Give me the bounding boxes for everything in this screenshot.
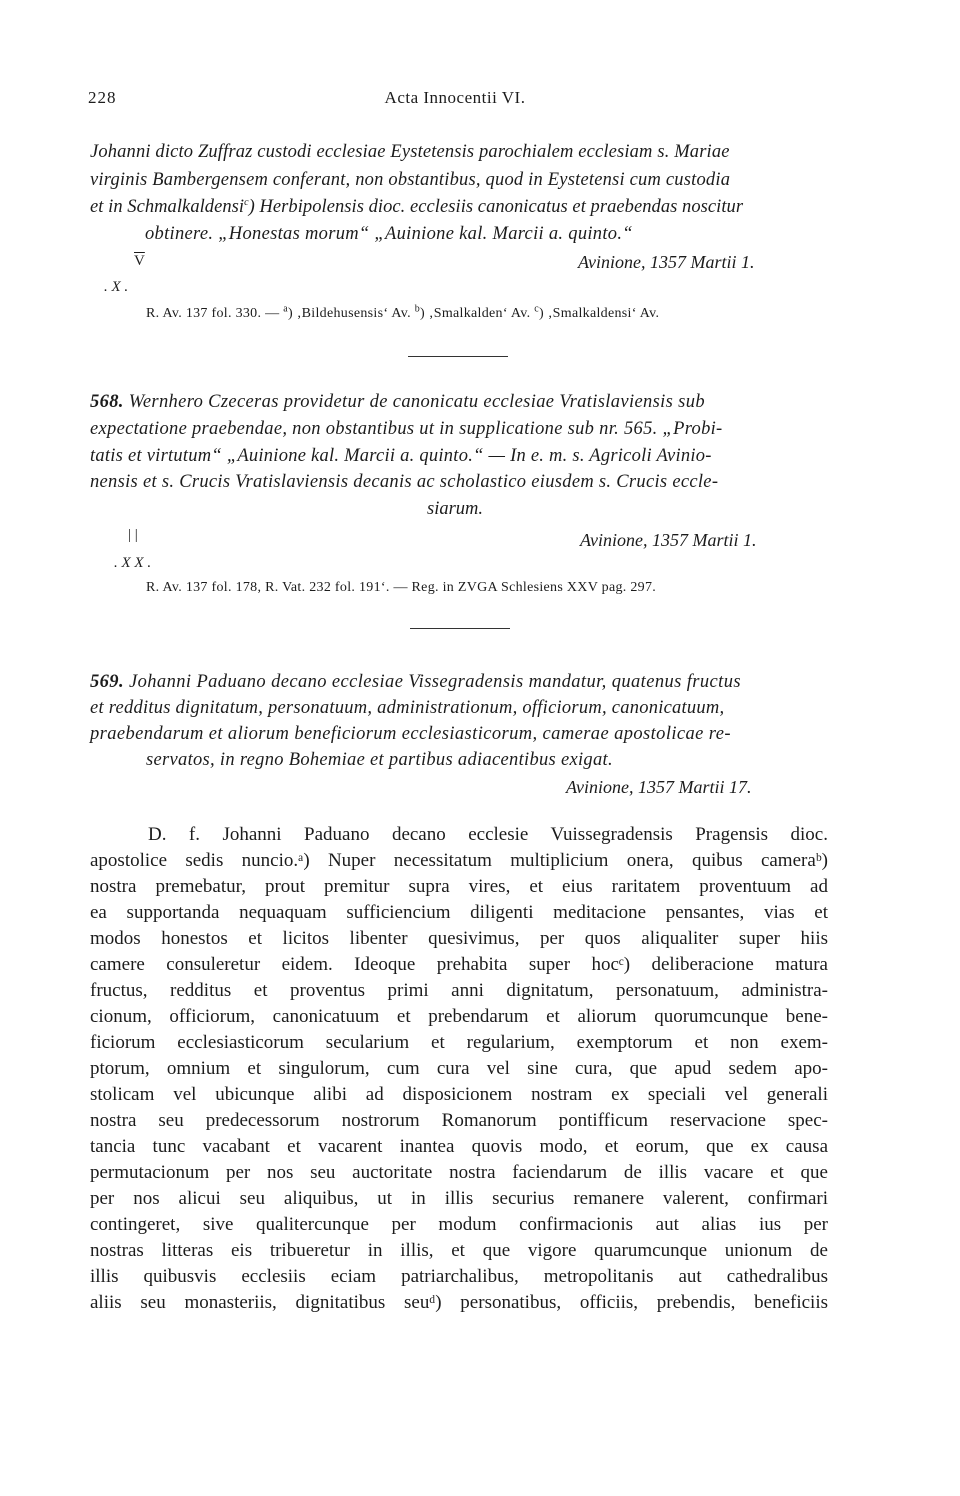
page-number: 228 <box>88 88 117 107</box>
body-line-3: nostra premebatur, prout premitur supra vires, et eius raritatem proventuum ad <box>90 876 828 897</box>
body-line-12: nostra seu predecessorum nostrorum Romanorum pontifficum reservacione spec- <box>90 1110 828 1131</box>
body-line-16: contingeret, sive qualitercunque per modum confirmacionis aut alias ius per <box>90 1214 828 1235</box>
entry-568-line-2: expectatione praebendae, non obstantibus ut in supplicatione sub nr. 565. „Probi- <box>90 419 723 439</box>
body-line-4: ea supportanda nequaquam sufficiencium diligenti meditacione pensantes, vias et <box>90 902 828 923</box>
entry-567-date: Avinione, 1357 Martii 1. <box>578 252 755 272</box>
body-line-1: D. f. Johanni Paduano decano ecclesie Vuissegradensis Pragensis dioc. <box>148 824 828 845</box>
entry-568-line-3: tatis et virtutum“ „Auinione kal. Marcii a. quinto.“ — In e. m. s. Agricoli Avinio- <box>90 446 712 466</box>
body-line-19: aliis seu monasteriis, dignitatibus seuᵈ) personatibus, officiis, prebendis, beneficiis <box>90 1292 828 1313</box>
entry-568-line-5: siarum. <box>427 499 484 519</box>
body-line-10: ptorum, omnium et singulorum, cum cura vel sine cura, que apud sedem apo- <box>90 1058 828 1079</box>
entry-569-line-1: 569. Johanni Paduano decano ecclesiae Vissegradensis mandatur, quatenus fructus <box>90 672 741 692</box>
entry-number: 568. <box>90 392 124 412</box>
chancery-mark-bottom: . X X . <box>114 555 152 571</box>
entry-568-source-notes: R. Av. 137 fol. 178, R. Vat. 232 fol. 191‘. — Reg. in ZVGA Schlesiens XXV pag. 297. <box>146 580 657 595</box>
body-line-8: cionum, officiorum, canonicatuum et prebendarum et aliorum quorumcunque bene- <box>90 1006 828 1027</box>
body-line-5: modos honestos et licitos libenter quesivimus, per quos aliqualiter super hiis <box>90 928 828 949</box>
body-line-9: ficiorum ecclesiasticorum secularium et regularium, exemptorum et non exem- <box>90 1032 828 1053</box>
body-line-11: stolicam vel ubicunque alibi ad disposicionem nostram ex speciali vel generali <box>90 1084 828 1105</box>
body-line-13: tancia tunc vacabant et vacarent inantea quovis modo, et eorum, que ex causa <box>90 1136 828 1157</box>
chancery-mark-top: | | <box>128 527 138 543</box>
entry-567-line-2: virginis Bambergensem conferant, non obstantibus, quod in Eystetensi cum custodia <box>90 170 731 190</box>
entry-567-line-4: obtinere. „Honestas morum“ „Auinione kal. Marcii a. quinto.“ <box>145 224 633 244</box>
section-divider <box>410 628 510 629</box>
entry-568-line-4: nensis et s. Crucis Vratislaviensis decanis ac scholastico eiusdem s. Crucis eccle- <box>90 472 719 492</box>
entry-567-line-3: et in Schmalkaldensi$^c$) Herbipolensis dioc. ecclesiis canonicatus et praebendas noscitur <box>90 196 744 217</box>
entry-568-line-1: 568. Wernhero Czeceras providetur de canonicatu ecclesiae Vratislaviensis sub <box>90 392 705 412</box>
chancery-mark-top: $\overline{V}$ <box>134 253 145 269</box>
entry-567-source-notes: R. Av. 137 fol. 330. — $^a$) ‚Bildehusensis‘ Av. $^b$) ‚Smalkalden‘ Av. $^c$) ‚Smalkaldensi‘ Av. <box>146 303 660 321</box>
entry-569-date: Avinione, 1357 Martii 17. <box>566 777 752 797</box>
body-line-7: fructus, redditus et proventus primi anni dignitatum, personatuum, administra- <box>90 980 828 1001</box>
entry-number: 569. <box>90 672 124 692</box>
entry-567-line-1: Johanni dicto Zuffraz custodi ecclesiae Eystetensis parochialem ecclesiam s. Mariae <box>90 142 730 162</box>
page-header <box>88 88 822 112</box>
body-line-14: permutacionum per nos seu auctoritate nostra faciendarum de illis vacare et que <box>90 1162 828 1183</box>
body-line-18: illis quibusvis ecclesiis eciam patriarchalibus, metropolitanis aut cathedralibus <box>90 1266 828 1287</box>
chancery-mark-bottom: . X . <box>104 279 129 295</box>
body-line-2: apostolice sedis nuncio.ᵃ) Nuper necessitatum multiplicium onera, quibus cameraᵇ) <box>90 850 828 871</box>
section-divider <box>408 356 508 357</box>
entry-569-line-3: praebendarum et aliorum beneficiorum ecclesiasticorum, camerae apostolicae re- <box>90 724 731 744</box>
body-line-6: camere consuleretur eidem. Ideoque prehabita super hocᶜ) deliberacione matura <box>90 954 828 975</box>
entry-569-line-2: et redditus dignitatum, personatuum, administrationum, officiorum, canonicatuum, <box>90 698 725 718</box>
entry-568-date: Avinione, 1357 Martii 1. <box>580 530 757 550</box>
body-line-15: per nos alicui seu aliquibus, ut in illis securius remanere valerent, confirmari <box>90 1188 828 1209</box>
running-head: Acta Innocentii VI. <box>384 88 526 107</box>
body-line-17: nostras litteras eis tribueretur in illis, et que vigore quarumcunque unionum de <box>90 1240 828 1261</box>
entry-569-line-4: servatos, in regno Bohemiae et partibus adiacentibus exigat. <box>146 750 613 770</box>
